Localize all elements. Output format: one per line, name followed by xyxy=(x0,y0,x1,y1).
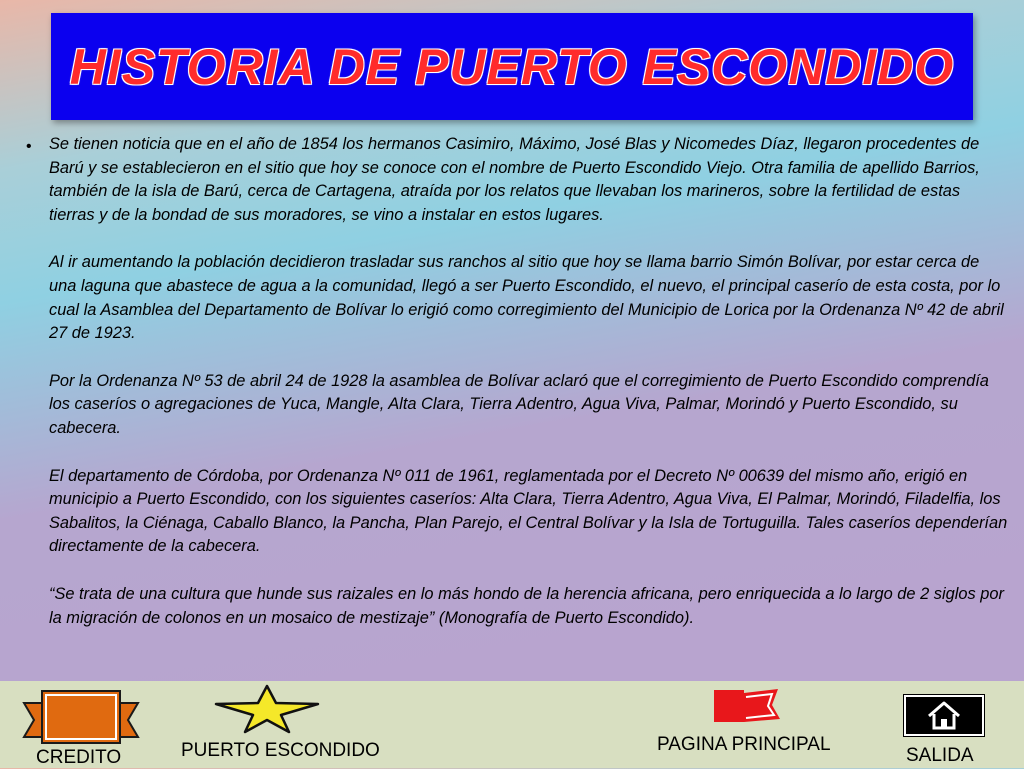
star-icon[interactable] xyxy=(214,684,320,734)
banner-ribbon-icon[interactable] xyxy=(22,685,140,747)
paragraph: Por la Ordenanza Nº 53 de abril 24 de 1928 la asamblea de Bolívar aclaró que el corregimiento de Puerto Escondido comprendía los caseríos o agregaciones de Yuca, Mangle, Alta Clara, Tierra Adentro, Agua Viva, Palmar, Morindó y Puerto Escondido, su cabecera. xyxy=(49,371,989,437)
home-icon[interactable] xyxy=(903,694,985,737)
credito-link[interactable]: CREDITO xyxy=(36,747,122,768)
history-text xyxy=(49,133,1009,654)
navigation-footer xyxy=(0,681,1024,768)
main-content xyxy=(0,130,1024,670)
bullet-marker: • xyxy=(26,138,32,155)
red-flag-icon[interactable] xyxy=(712,687,782,725)
salida-link[interactable]: SALIDA xyxy=(906,745,974,766)
pagina-principal-link[interactable]: PAGINA PRINCIPAL xyxy=(657,734,831,755)
page-title: HISTORIA DE PUERTO ESCONDIDO xyxy=(69,38,955,95)
puerto-escondido-link[interactable]: PUERTO ESCONDIDO xyxy=(181,740,380,761)
paragraph: El departamento de Córdoba, por Ordenanza Nº 011 de 1961, reglamentada por el Decreto Nº 00639 del mismo año, erigió en municipio a Puerto Escondido, con los siguientes caseríos: Alta Clara, Tierra Adentro, Agua Viva, El Palmar, Morindó, Filadelfia, los Sabalitos, la Ciénaga, Caballo Blanco, la Pancha, Plan Parejo, el Central Bolívar y la Isla de Tortuguilla. Tales caseríos dependerían directamente de la cabecera. xyxy=(49,466,1008,556)
paragraph: Al ir aumentando la población decidieron trasladar sus ranchos al sitio que hoy se llama barrio Simón Bolívar, por estar cerca de una laguna que abastece de agua a la comunidad, llegó a ser Puerto Escondido, el nuevo, el principal caserío de esta costa, por lo cual la Asamblea del Departamento de Bolívar lo erigió como corregimiento del Municipio de Lorica por la Ordenanza Nº 42 de abril 27 de 1923. xyxy=(49,253,1004,343)
paragraph: Se tienen noticia que en el año de 1854 los hermanos Casimiro, Máximo, José Blas y Nicomedes Díaz, llegaron procedentes de Barú y se establecieron en el sitio que hoy se conoce con el nombre de Puerto Escondido Viejo. Otra familia de apellido Barrios, también de la isla de Barú, cerca de Cartagena, atraída por los relatos que llevaban los marineros, sobre la fertilidad de estas tierras y de la bondad de sus moradores, se vino a instalar en estos lugares. xyxy=(49,135,980,224)
paragraph: “Se trata de una cultura que hunde sus raizales en lo más hondo de la herencia africana, pero enriquecida a lo largo de 2 siglos por la migración de colonos en un mosaico de mestizaje” (Monografía de Puerto Escondido). xyxy=(49,584,1004,627)
title-banner xyxy=(51,13,973,120)
